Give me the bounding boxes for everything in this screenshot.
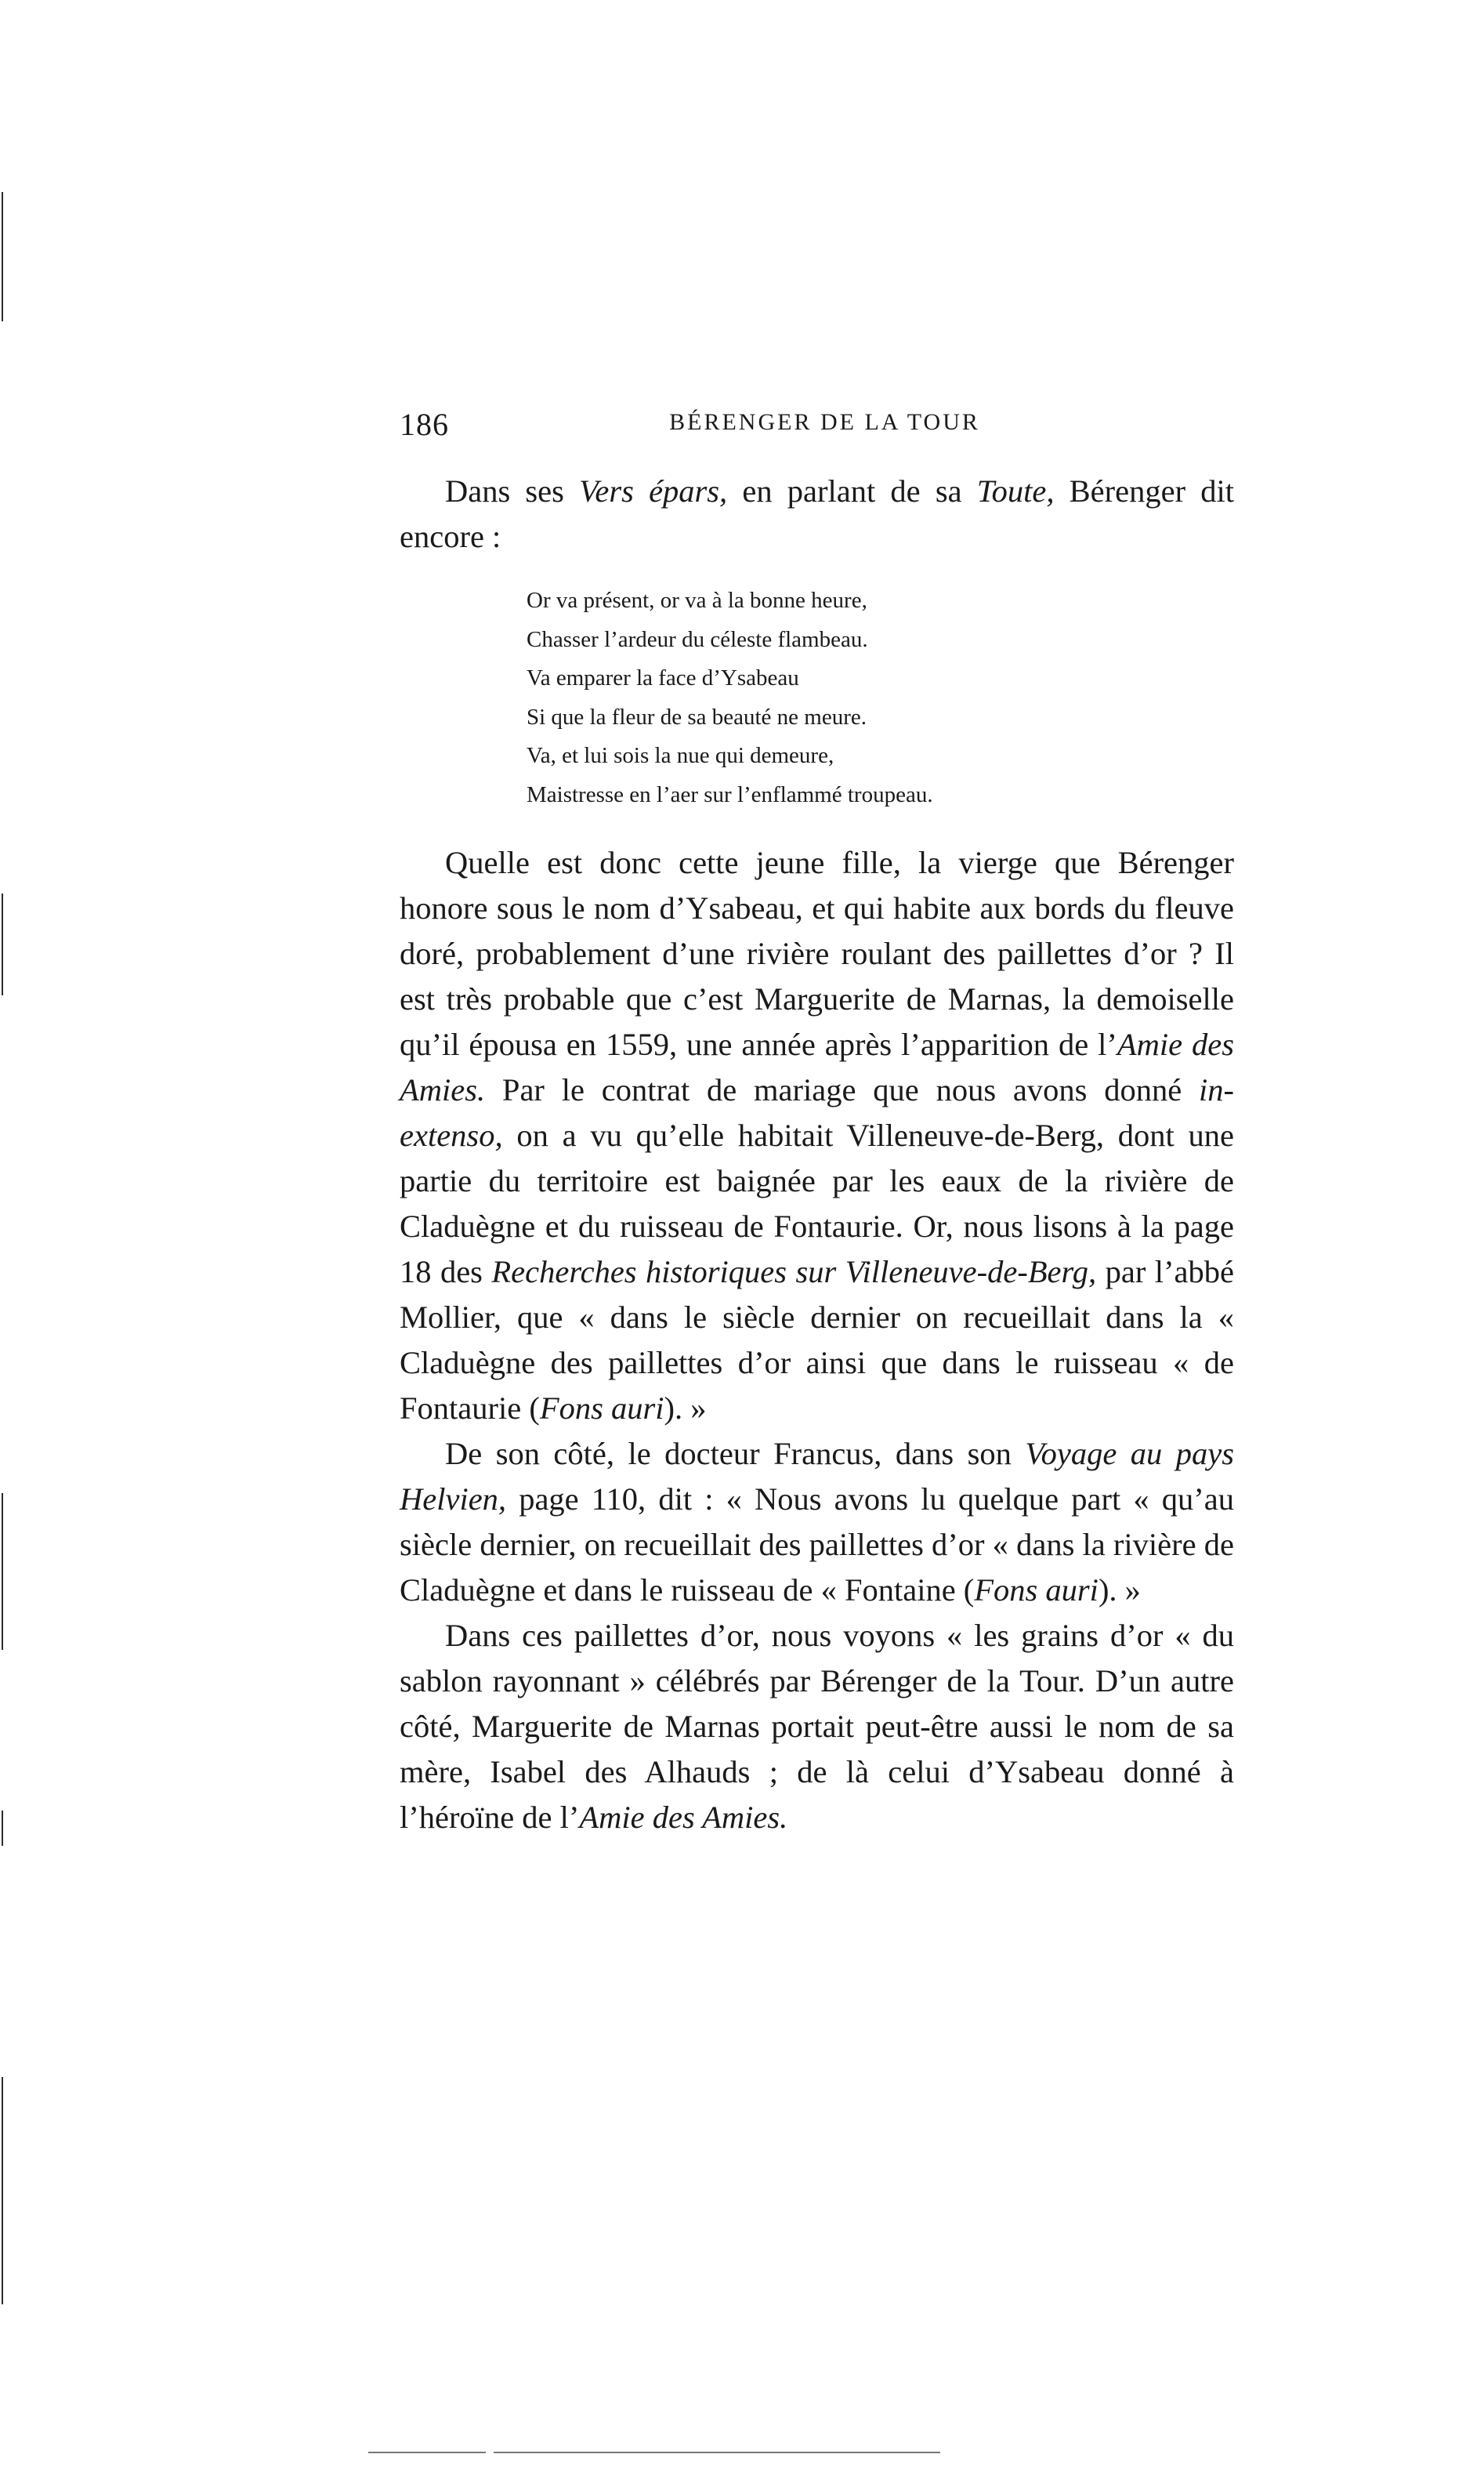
intro-text-2: en parlant de sa [727,473,977,509]
para1-text-5: ). » [664,1390,707,1426]
para2-text-1: De son côté, le docteur Francus, dans son [445,1436,1026,1471]
intro-paragraph [400,469,1234,560]
verse-line: Va, et lui sois la nue qui demeure, [527,743,834,768]
para2-italic-1: Voyage au pays Helvien, [400,1436,1234,1517]
scan-edge-mark [2,1811,3,1846]
para1-text-4: par l’abbé Mollier, que « dans le siècle dernier on recueillait dans la « Claduègne des paillettes d’or ainsi que dans le ruisseau « de Fontaurie ( [400,1254,1234,1426]
verse-line: Or va présent, or va à la bonne heure, [527,588,867,613]
para2-text-3: ). » [1098,1572,1141,1608]
running-head: BÉRENGER DE LA TOUR [669,409,980,435]
para1-italic-4: Fons auri [539,1390,664,1426]
intro-text [400,469,1234,560]
page-header [400,406,1234,445]
verse-line: Maistresse en l’aer sur l’enflammé troupeau. [527,781,933,807]
paragraph-1 [400,840,1234,1431]
para1-text-1: Quelle est donc cette jeune fille, la vierge que Bérenger honore sous le nom d’Ysabeau, et qui habite aux bords du fleuve doré, probablement d’une rivière roulant des paillettes d’or ? Il est très probable que c’est Marguerite de Marnas, la demoiselle qu’il épousa en 1559, une année après l’apparition de l’ [400,845,1234,1062]
main-body [400,840,1234,1840]
para1-italic-2: in-extenso, [400,1072,1234,1153]
intro-italic-1: Vers épars, [579,473,728,509]
scan-edge-mark [2,894,3,995]
para1-text-2: Par le contrat de mariage que nous avons donné [485,1072,1199,1107]
intro-text-3: Bérenger dit encore : [400,473,1235,554]
verse-quotation [527,582,933,814]
verse-line: Chasser l’ardeur du céleste flambeau. [527,626,868,652]
paragraph-3 [400,1613,1234,1840]
page-number: 186 [400,407,449,442]
scan-bottom-rule [368,2452,486,2453]
para3-text-1: Dans ces paillettes d’or, nous voyons « les grains d’or « du sablon rayonnant » célébrés par Bérenger de la Tour. D’un autre côté, Marguerite de Marnas portait peut-être aussi le nom de sa mère, Isabel des Alhauds ; de là celui d’Ysabeau donné à l’héroïne de l’ [400,1618,1234,1835]
scan-bottom-rule [494,2452,940,2453]
intro-italic-2: Toute, [976,473,1055,509]
scan-edge-mark [2,2077,3,2304]
para2-italic-2: Fons auri [974,1572,1099,1608]
verse-line: Va emparer la face d’Ysabeau [527,665,799,691]
para3-italic-1: Amie des Amies. [579,1800,788,1835]
scan-edge-mark [2,1493,3,1650]
intro-text-1: Dans ses [445,473,580,509]
scan-edge-mark [2,192,3,321]
para1-italic-3: Recherches historiques sur Villeneuve-de-Berg, [491,1254,1097,1289]
verse-line: Si que la fleur de sa beauté ne meure. [527,704,867,730]
paragraph-2 [400,1431,1234,1613]
para1-text-3: on a vu qu’elle habitait Villeneuve-de-Berg, dont une partie du territoire est baignée par les eaux de la rivière de Claduègne et du ruisseau de Fontaurie. Or, nous lisons à la page 18 des [400,1118,1234,1289]
para2-text-2: page 110, dit : « Nous avons lu quelque part « qu’au siècle dernier, on recueillait des paillettes d’or « dans la rivière de Claduègne et dans le ruisseau de « Fontaine ( [400,1481,1234,1608]
para1-italic-1: Amie des Amies. [400,1027,1235,1107]
